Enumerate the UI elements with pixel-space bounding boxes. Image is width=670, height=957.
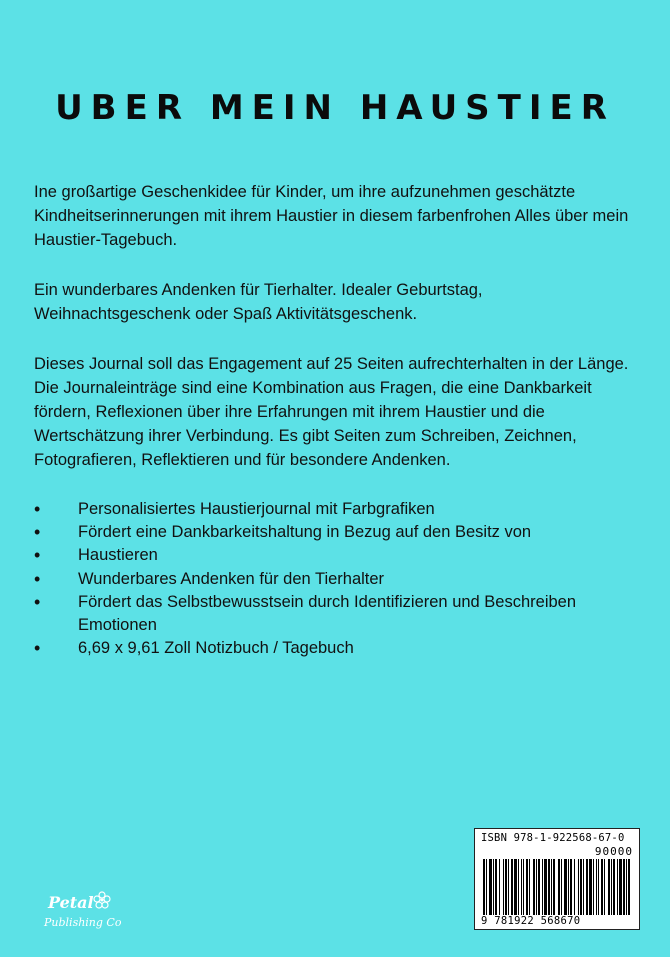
list-item-text: Personalisiertes Haustierjournal mit Farbgrafiken (78, 500, 435, 518)
bullet-icon: • (34, 591, 41, 612)
publisher-logo (42, 888, 142, 938)
list-item (34, 637, 640, 660)
feature-list (34, 498, 640, 660)
svg-text:Petal: Petal (48, 893, 94, 912)
bullet-icon: • (34, 638, 41, 659)
barcode-bars (483, 859, 633, 915)
description (34, 180, 640, 660)
list-item-text: Fördert eine Dankbarkeitshaltung in Bezug auf den Besitz von (78, 523, 532, 542)
list-item-text: Wunderbares Andenken für den Tierhalter (78, 569, 385, 588)
list-item-text: Haustieren (78, 546, 158, 565)
list-item (34, 544, 640, 567)
barcode-number: 9 781922 568670 (481, 915, 581, 927)
paragraph-intro: Ine großartige Geschenkidee für Kinder, um ihre aufzunehmen geschätzte Kindheitserinnerungen mit ihrem Haustier in diesem farbenfrohen Alles über mein Haustier-Tagebuch. (34, 183, 629, 249)
list-item (34, 591, 640, 637)
list-item (34, 498, 640, 521)
paragraph-journal: Dieses Journal soll das Engagement auf 25 Seiten aufrechterhalten in der Länge. Die Journaleinträge sind eine Kombination aus Fragen, die eine Dankbarkeit fördern, Reflexionen über ihre Erfahrungen mit ihrem Haustier und die Wertschätzung ihrer Verbindung. Es gibt Seiten zum Schreiben, Zeichnen, Fotografieren, Reflektieren und für besondere Andenken. (34, 355, 629, 469)
list-item-text: Fördert das Selbstbewusstsein durch Identifizieren und Beschreiben Emotionen (78, 592, 577, 635)
bullet-icon: • (34, 499, 41, 519)
list-item (34, 521, 640, 544)
publisher-logo-graphic (42, 888, 142, 938)
isbn-label: ISBN 978-1-922568-67-0 (481, 832, 625, 844)
bullet-icon: • (34, 522, 41, 543)
bullet-icon: • (34, 568, 41, 589)
isbn-addon: 90000 (594, 845, 633, 858)
list-item-text: 6,69 x 9,61 Zoll Notizbuch / Tagebuch (78, 639, 354, 658)
flower-icon (94, 892, 110, 908)
list-item (34, 568, 640, 591)
isbn-barcode (474, 828, 640, 930)
bullet-icon: • (34, 545, 41, 566)
page-title: UBER MEIN HAUSTIER (55, 88, 615, 128)
paragraph-gift: Ein wunderbares Andenken für Tierhalter. Idealer Geburtstag, Weihnachtsgeschenk oder Spaß Aktivitätsgeschenk. (34, 281, 483, 323)
svg-text:Publishing Co: Publishing Co (44, 916, 122, 929)
